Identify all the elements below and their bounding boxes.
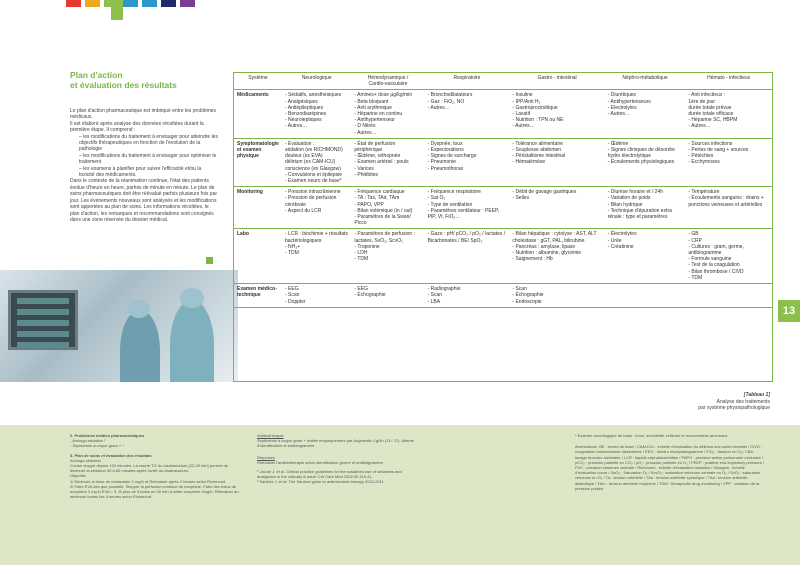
color-tab [161, 0, 176, 7]
table-cell: - EEG - Scan - Doppler [282, 284, 351, 308]
table-cell: - Dyspnée, toux - Expectorations - Signes de surcharge - Pneumonie - Pneumothorax [425, 138, 510, 186]
table-header: Neurologique [282, 73, 351, 90]
table-cell: - Œdème - Signes cliniques de désordre hydro électrolytique - Écoulements physiologiques [605, 138, 686, 186]
row-header: Médicaments [234, 90, 282, 138]
table-header: Gastro - intestinal [509, 73, 604, 90]
table-cell: - LCR : biochimie + résultats bactériologiques - NH₃+ - TDM [282, 229, 351, 284]
color-tab [142, 0, 157, 7]
table-cell: - Sédatifs, anesthésiques - Analgésiques - Antiépileptiques - Benzodiazépines - Neuroleptiques - Autres… [282, 90, 351, 138]
table-cell: - Scan - Échographie - Endoscopie [509, 284, 604, 308]
table-row [234, 90, 772, 138]
monitor-image [8, 290, 78, 350]
table-cell: - Amines+ dose µg/kg/min - Beta bloquant - Anti arythmique - Héparine en continu - Antihypertenseur - D Nitrés - Autres… [351, 90, 424, 138]
end-marker [206, 257, 213, 264]
row-header: Labo [234, 229, 282, 284]
table-cell: - EEG - Échographie [351, 284, 424, 308]
color-tab [180, 0, 195, 7]
table-header: Système [234, 73, 282, 90]
table-cell: - Anti infectieux : 1ère de jour durée totale prévue durée totale efficace - Héparine SC, HBPM - Autres… [685, 90, 772, 138]
row-header: Monitoring [234, 187, 282, 229]
table-cell: - Débit de gavage gastriques - Selles [509, 187, 604, 229]
section-title: Plan d'action et évaluation des résultats [70, 70, 177, 90]
color-tab-stem [111, 0, 123, 20]
table-row [234, 229, 772, 284]
person-image [120, 310, 160, 382]
footer-col-2: Antibiothérapie Septicémie à coque gram + traitée empiriquement par Augmentin 1g/4h (J3 / J7). Attente d'identification et antibiogramme. Réponses Réévaluer l'antibiothérapie selon identification germe et antibiogramme. ¹ Jacobi J, et al. Clinical practice guidelines for the sustained use of sedatives and analgesics in the critically ill adult. Crit Care Med 2002;30:119-41. ² Sanford J, et al. The Sanford guide to antimicrobial therapy 2010-2011. [257, 433, 414, 485]
table-header: Hémodynamique / Cardio-vasculaire [351, 73, 424, 90]
table-cell: - Évaluation : sédation (ex RICHMOND) douleur (ex EVA) délirium (ex CAM-ICU) conscience (ex Glasgow) - Convulsions et épilepsie - Examen neuro de base* [282, 138, 351, 186]
table-row [234, 187, 772, 229]
table-cell: - Radiographie - Scan - LBA [425, 284, 510, 308]
footer-col-1: 2. Problèmes médico pharmaceutiques - Anxiogo-sédation ¹ - Septicémie à coque gram + ¹ 3. Plan de soins et évaluation des résultats Anxiogo-sédation Curare stoppé depuis 120 minutes. La courte T/2 du cisatracurium (22-29 min) permet de diminuer la sédation 30 à 60 minutes après l'arrêt du cisatracurium. Objectifs 1/ Diminuer la dose de midazolam 2 mg/h et Réévaluer après 2 heures selon Richmond. 2/ Faire EVA dès que possible. Stopper la perfusion continue de morphine. Faire des bolus de morphine 3 mg si EVA > 3. Si plus de 3 bolus en 30 min à initier morphine 2mg/h. Réévaluer au minimum toutes les 4 heures selon Richmond. [70, 433, 239, 500]
icu-photo [0, 270, 238, 382]
left-column [70, 70, 218, 223]
cap-image [128, 300, 150, 318]
row-header: Symptomatologie et examen physique [234, 138, 282, 186]
table-cell: - Tolérance alimentaire - Souplesse abdomen - Péristaltisme intestinal - Hématémèse [509, 138, 604, 186]
table-cell: - Température - Écoulements sanguins : drains + ponctions veineuses et artérielles [685, 187, 772, 229]
table-cell: - Fréquence cardiaque - TA : Tas, TAd, TAm - PAPO, VPP - Bilan volémique (in / out) - Paramètres de la Swan/ Picco [351, 187, 424, 229]
table-cell: - État de perfusion périphérique - Œdème, orthopnée - Examen artériel : pouls - Varices - Phlébites [351, 138, 424, 186]
table-header: Hémato - infectieux [685, 73, 772, 90]
table-cell: - Insuline - IPP/Anti H₂ - Gastroprocinétique - Laxatif - Nutrition : TPN ou NE - Autres… [509, 90, 604, 138]
table-caption: [Tableau 1] Analyse des traitements par système physiopathologique [698, 392, 770, 411]
table-header: Respiratoire [425, 73, 510, 90]
color-tab [123, 0, 138, 7]
table-row [234, 138, 772, 186]
row-header: Examen médico-technique [234, 284, 282, 308]
footer-notes [0, 425, 800, 565]
color-tabs [66, 0, 195, 7]
table-cell: - Fréquence respiratoire - Sat O₂ - Type de ventilation - Paramètres ventilateur : PEEP, PIP, Vt, FiO₂… [425, 187, 510, 229]
table-cell: - Paramètres de perfusion : lactates, SvO₂, ScvO₂ - Troponine - LDH - TDM [351, 229, 424, 284]
color-tab [85, 0, 100, 7]
table-header-row [234, 73, 772, 90]
table-cell: - Bilan hépatique : cytolyse : AST, ALT cholestase : gGT, PAL, bilirubine. - Pancréas : amylase, lipase - Nutrition : albumine, glycémie - Saignement : Hb [509, 229, 604, 284]
table-cell: - Gazo : pH/ pCO₂ / pO₂ / lactates / Bicarbonates / BE/ SpO₂ [425, 229, 510, 284]
intro-text: Le plan d'action pharmaceutique est imbriqué entre les problèmes médicaux. Il est élaboré après analyse des données récoltées durant la première étape. Il comprend : – les modifications du traitement à envisager pour atteindre les objectifs thérapeutiques en fonction de l'évolution de la pathologie – les modifications du traitement à envisager pour optimiser le traitement – les examens à planifier pour suivre l'efficacité et/ou la toxicité des médicaments. Dans le contexte de la réanimation continue, l'état des patients évolue d'heure en heure, parfois de minute en minute. Le plan de soins pharmaceutiques doit être réévalué parfois plusieurs fois par jour. Les événements nouveaux sont analysés et les modifications sont apportées au plan de soins. Les informations récoltées, le plan d'action, les remarques et recommandations sont consignés dans une zone réservée du dossier médical. [70, 108, 218, 223]
table-header: Néphro-métabolique [605, 73, 686, 90]
table-row [234, 284, 772, 308]
table-cell: - Diurèse horaire et / 24h - Variation de poids - Bilan hydrique - Technique d'épuration extra rénale : type et paramètres [605, 187, 686, 229]
footer-col-3: * Examen neurologique de base : force, sensibilité, réflexes et mouvements anormaux. Abréviations. BE : excès de base / CAM-ICU : échelle d'évaluation du délirium aux soins intensifs / CIVD : coagulation intraveineuse disséminée / EEG : électro encéphalogramme / FiO₂ : fraction en O₂ / LBA : lavage broncho alvéolaire / LCR : liquide céphalorachidien / PAPO : pression artère pulmonaire occlusive / pCO₂ : pression partielle en CO₂ / pO₂ : pression partielle en O₂ / PEEP : positive end-expiratory pressure / PVC : pression veineuse centrale / Richmond : échelle d'évaluation sédation / Glasgow : échelle d'évaluation coma / SaO₂ : Saturation O₂ / ScvO₂ : saturation veineuse centrale en O₂ / SvO₂ : saturation veineuse en O₂ / TA : tension artérielle / TAs : tension artérielle systolique / TAd : tension artérielle diastolique / TAm : tension artérielle moyenne / TDM : therapeutic drug monitoring / VPP : variation de la pression pulsée. [575, 433, 765, 491]
table-cell [685, 284, 772, 308]
table-cell [605, 284, 686, 308]
table-cell: - Pression intracrânienne - Pression de perfusion cérébrale - Aspect du LCR [282, 187, 351, 229]
table-cell: - Diurétiques - Antihypertenseurs - Electrolytes - Autres… [605, 90, 686, 138]
table-cell: - Électrolytes - Urée - Créatinine [605, 229, 686, 284]
table-cell: - Bronchodilatateurs - Gaz : FiO₂, NO - Autres… [425, 90, 510, 138]
person-image [170, 300, 214, 382]
color-tab [66, 0, 81, 7]
table-cell: - Sources infections - Pertes de sang + sources - Pétéchies - Ecchymoses [685, 138, 772, 186]
table-cell: - GB - CRP - Cultures : gram, germe, antibiogramme - Formule sanguine - Test de la coagulation - Bilan thrombose / CIVD - TDM [685, 229, 772, 284]
cap-image [180, 288, 204, 308]
treatment-table [233, 72, 773, 382]
page-number-right: 13 [778, 300, 800, 322]
